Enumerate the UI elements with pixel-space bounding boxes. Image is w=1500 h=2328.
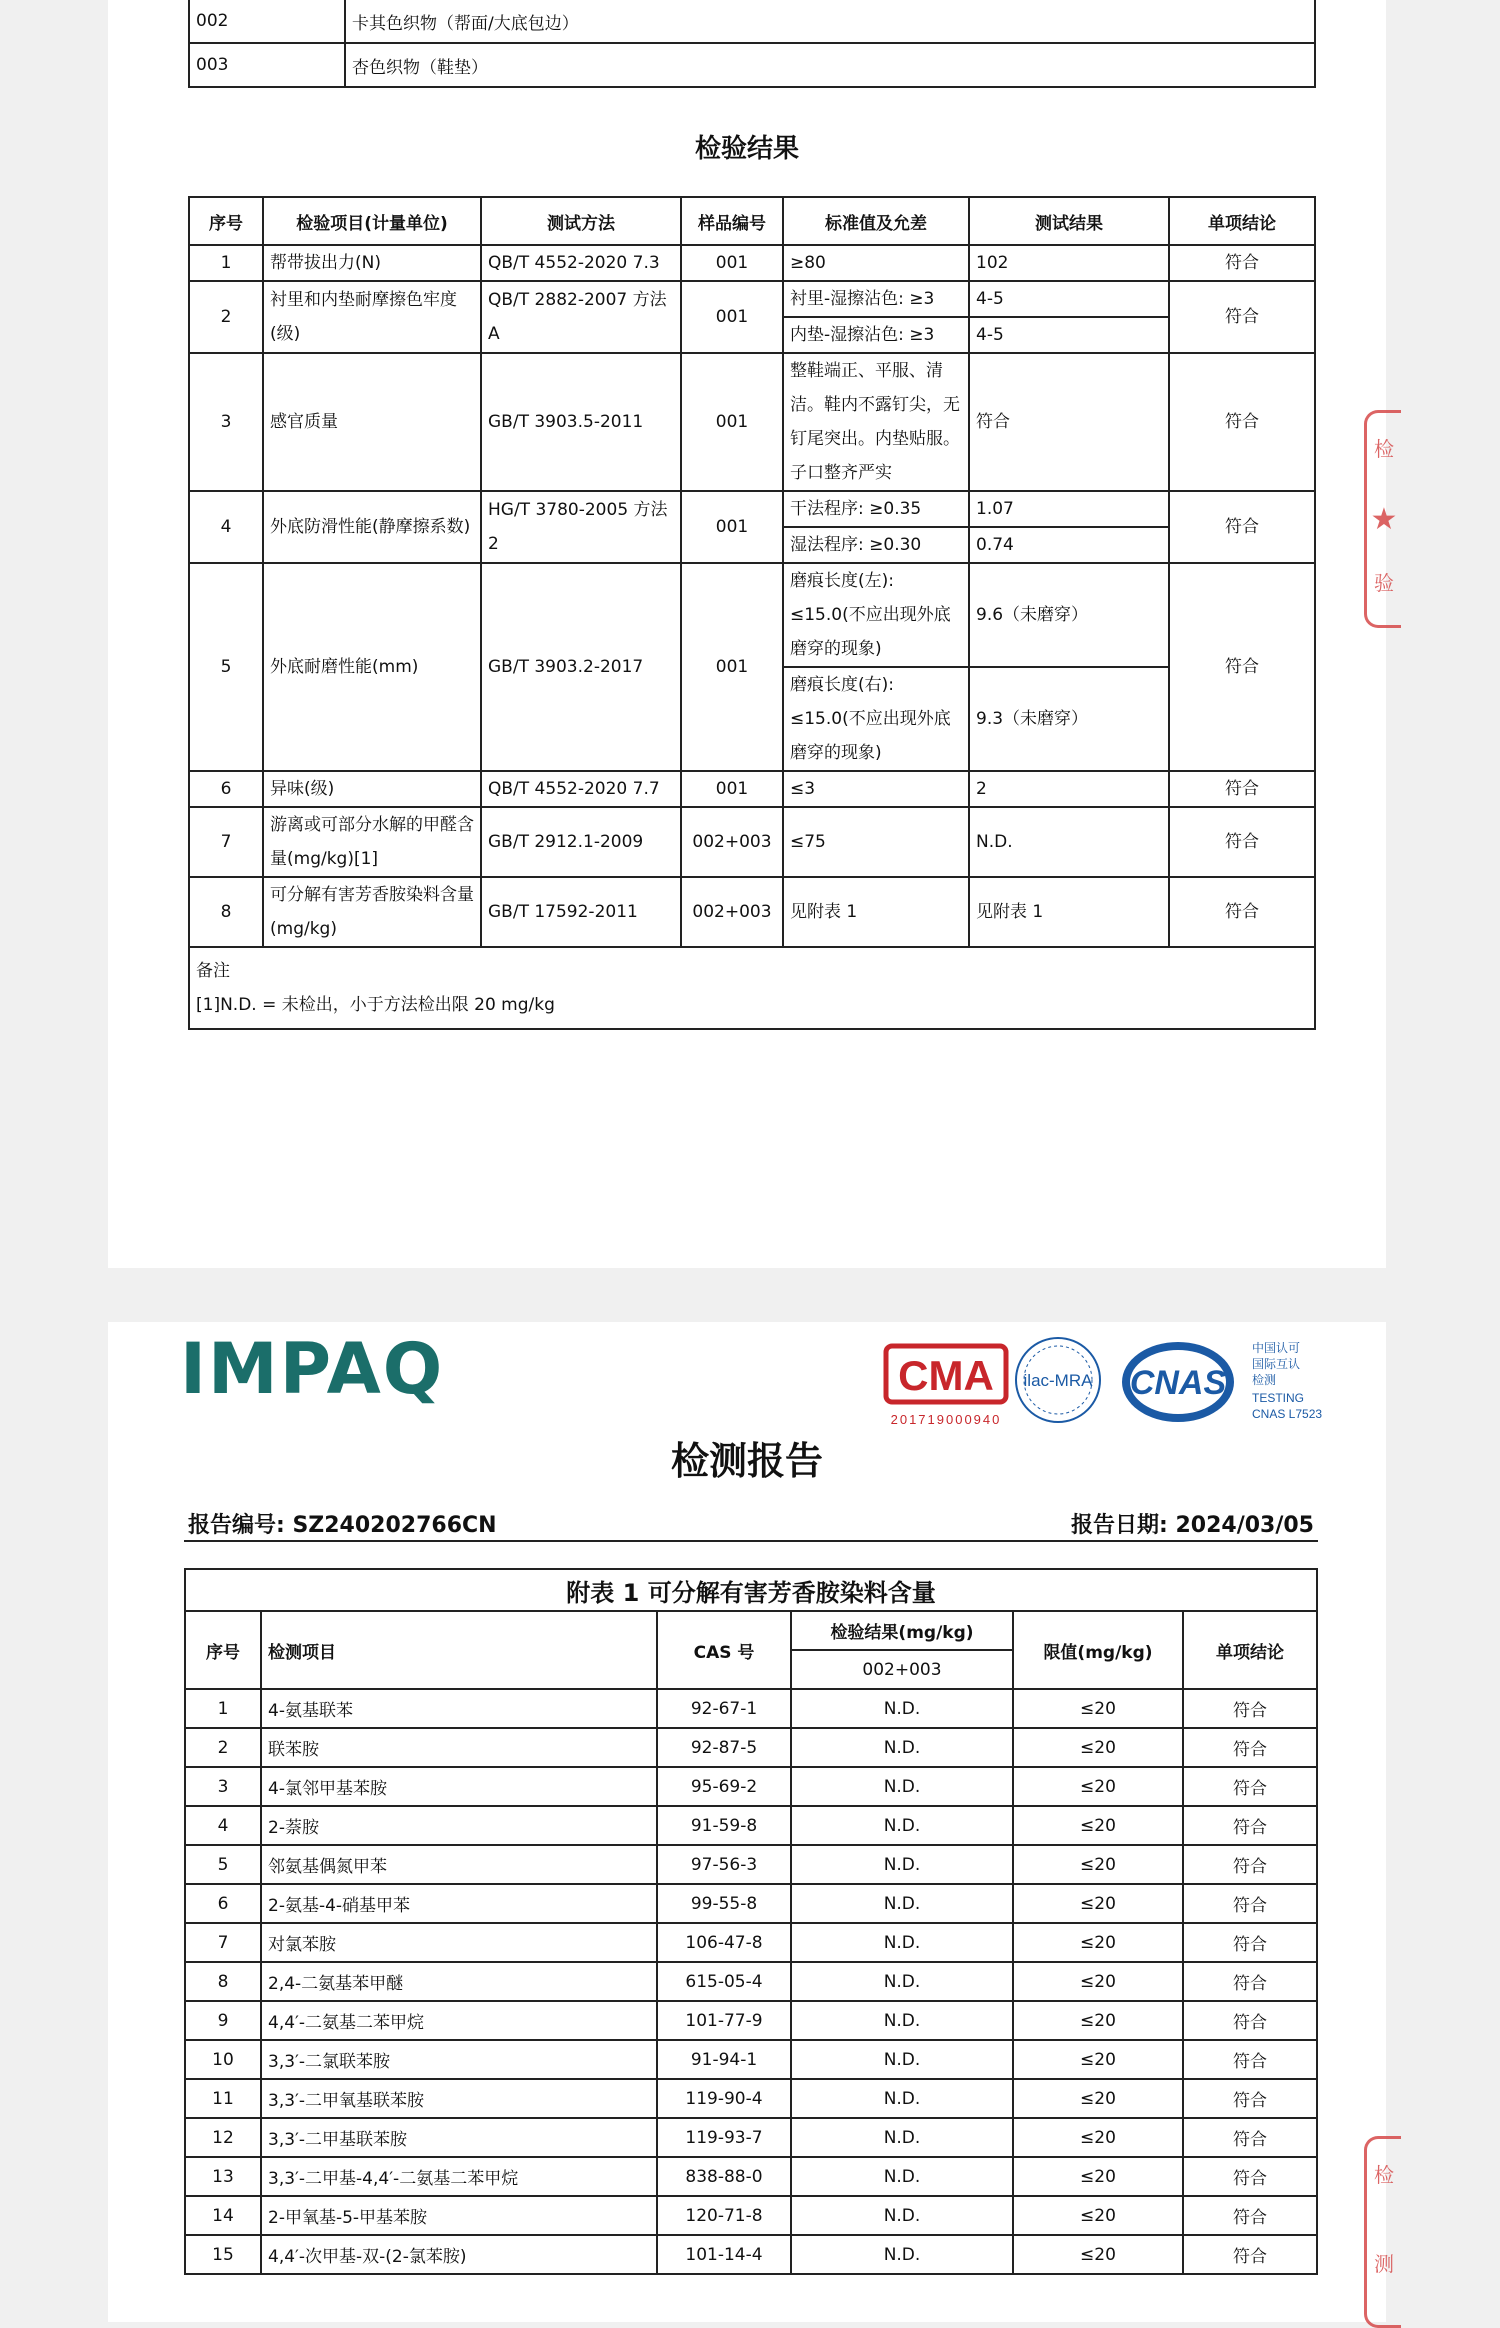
- result-item: 异味(级): [263, 771, 481, 807]
- report-date: 报告日期: 2024/03/05: [1071, 1513, 1314, 1538]
- annex-number: 5: [185, 1845, 261, 1884]
- annex-limit: ≤20: [1013, 2196, 1183, 2235]
- annex-number: 12: [185, 2118, 261, 2157]
- annex-number: 11: [185, 2079, 261, 2118]
- annex-row: [185, 2157, 1317, 2196]
- result-conclusion: 符合: [1169, 353, 1315, 491]
- result-number: 3: [189, 353, 263, 491]
- annex-conclusion: 符合: [1183, 2235, 1317, 2274]
- annex-cas: 95-69-2: [657, 1767, 791, 1806]
- results-table: [188, 196, 1316, 1030]
- annex-header-item: 检测项目: [261, 1611, 657, 1689]
- annex-result: N.D.: [791, 2118, 1013, 2157]
- annex-item: 2-甲氧基-5-甲基苯胺: [261, 2196, 657, 2235]
- annex-caption: 附表 1 可分解有害芳香胺染料含量: [185, 1569, 1317, 1611]
- annex-cas: 106-47-8: [657, 1923, 791, 1962]
- annex-number: 4: [185, 1806, 261, 1845]
- result-conclusion: 符合: [1169, 245, 1315, 281]
- result-sample: 001: [681, 771, 783, 807]
- annex-row: [185, 2196, 1317, 2235]
- annex-number: 7: [185, 1923, 261, 1962]
- result-number: 4: [189, 491, 263, 563]
- result-item: 帮带拔出力(N): [263, 245, 481, 281]
- annex-header-cas: CAS 号: [657, 1611, 791, 1689]
- annex-cas: 99-55-8: [657, 1884, 791, 1923]
- annex-result: N.D.: [791, 2157, 1013, 2196]
- result-value: 见附表 1: [969, 877, 1169, 947]
- result-method: GB/T 2912.1-2009: [481, 807, 681, 877]
- result-method: QB/T 4552-2020 7.3: [481, 245, 681, 281]
- sample-table: [188, 0, 1316, 88]
- result-value: 9.3（未磨穿）: [969, 667, 1169, 771]
- cnas-logo: [1122, 1342, 1234, 1422]
- annex-row: [185, 1728, 1317, 1767]
- result-sample: 001: [681, 491, 783, 563]
- svg-text:CNAS L7523: CNAS L7523: [1252, 1407, 1323, 1421]
- annex-row: [185, 2118, 1317, 2157]
- annex-limit: ≤20: [1013, 2001, 1183, 2040]
- results-header-cell: 测试方法: [481, 197, 681, 245]
- annex-conclusion: 符合: [1183, 2001, 1317, 2040]
- result-sample: 001: [681, 563, 783, 771]
- sample-description: 卡其色织物（帮面/大底包边）: [345, 0, 1315, 43]
- annex-result: N.D.: [791, 1923, 1013, 1962]
- sample-row: [189, 0, 1315, 43]
- result-standard: 磨痕长度(右): ≤15.0(不应出现外底磨穿的现象): [783, 667, 969, 771]
- result-sample: 001: [681, 281, 783, 353]
- sample-code: 002: [189, 0, 345, 43]
- annex-conclusion: 符合: [1183, 2079, 1317, 2118]
- sample-code: 003: [189, 43, 345, 87]
- results-title: 检验结果: [694, 134, 799, 164]
- result-number: 6: [189, 771, 263, 807]
- annex-cas: 120-71-8: [657, 2196, 791, 2235]
- result-method: GB/T 3903.2-2017: [481, 563, 681, 771]
- annex-row: [185, 2040, 1317, 2079]
- results-header-cell: 序号: [189, 197, 263, 245]
- annex-conclusion: 符合: [1183, 1728, 1317, 1767]
- sample-description: 杏色织物（鞋垫）: [345, 43, 1315, 87]
- result-number: 7: [189, 807, 263, 877]
- results-header-cell: 标准值及允差: [783, 197, 969, 245]
- seal-stamp-fragment: 检 ★ 验: [1364, 410, 1401, 628]
- result-value: N.D.: [969, 807, 1169, 877]
- result-value: 4-5: [969, 281, 1169, 317]
- annex-number: 1: [185, 1689, 261, 1728]
- remarks-note: [1]N.D. = 未检出，小于方法检出限 20 mg/kg: [196, 995, 555, 1015]
- annex-row: [185, 2079, 1317, 2118]
- result-conclusion: 符合: [1169, 281, 1315, 353]
- annex-row: [185, 1923, 1317, 1962]
- annex-result: N.D.: [791, 2079, 1013, 2118]
- annex-number: 9: [185, 2001, 261, 2040]
- result-conclusion: 符合: [1169, 807, 1315, 877]
- annex-row: [185, 1884, 1317, 1923]
- results-row: [189, 281, 1315, 317]
- sample-row: [189, 43, 1315, 87]
- result-sample: 001: [681, 353, 783, 491]
- annex-header-result-sample: 002+003: [791, 1650, 1013, 1689]
- annex-result: N.D.: [791, 2001, 1013, 2040]
- annex-cas: 91-59-8: [657, 1806, 791, 1845]
- result-standard: 衬里-湿擦沾色: ≥3: [783, 281, 969, 317]
- annex-cas: 119-93-7: [657, 2118, 791, 2157]
- annex-item: 2,4-二氨基苯甲醚: [261, 1962, 657, 2001]
- results-row: [189, 245, 1315, 281]
- annex-cas: 92-67-1: [657, 1689, 791, 1728]
- annex-item: 对氯苯胺: [261, 1923, 657, 1962]
- result-value: 1.07: [969, 491, 1169, 527]
- result-method: HG/T 3780-2005 方法2: [481, 491, 681, 563]
- annex-number: 15: [185, 2235, 261, 2274]
- report-number: 报告编号: SZ240202766CN: [188, 1513, 497, 1538]
- result-standard: 内垫-湿擦沾色: ≥3: [783, 317, 969, 353]
- annex-item: 3,3′-二甲基-4,4′-二氨基二苯甲烷: [261, 2157, 657, 2196]
- results-row: [189, 563, 1315, 667]
- results-row: [189, 771, 1315, 807]
- annex-result: N.D.: [791, 1845, 1013, 1884]
- remarks-cell: [189, 947, 1315, 1029]
- results-header-cell: 检验项目(计量单位): [263, 197, 481, 245]
- annex-cas: 92-87-5: [657, 1728, 791, 1767]
- annex-conclusion: 符合: [1183, 2196, 1317, 2235]
- result-item: 感官质量: [263, 353, 481, 491]
- svg-text:国际互认: 国际互认: [1252, 1357, 1301, 1371]
- result-standard: 磨痕长度(左): ≤15.0(不应出现外底磨穿的现象): [783, 563, 969, 667]
- result-value: 2: [969, 771, 1169, 807]
- result-item: 外底耐磨性能(mm): [263, 563, 481, 771]
- report-title: 检测报告: [670, 1439, 823, 1483]
- annex-conclusion: 符合: [1183, 1806, 1317, 1845]
- report-page-2: [108, 1322, 1386, 2322]
- results-row: [189, 353, 1315, 491]
- annex-conclusion: 符合: [1183, 1923, 1317, 1962]
- annex-limit: ≤20: [1013, 1728, 1183, 1767]
- annex-limit: ≤20: [1013, 1767, 1183, 1806]
- result-number: 1: [189, 245, 263, 281]
- annex-result: N.D.: [791, 2235, 1013, 2274]
- svg-text:检测: 检测: [1252, 1373, 1277, 1387]
- annex-cas: 101-77-9: [657, 2001, 791, 2040]
- svg-text:中国认可: 中国认可: [1252, 1341, 1301, 1355]
- annex-item: 联苯胺: [261, 1728, 657, 1767]
- annex-number: 13: [185, 2157, 261, 2196]
- annex-item: 2-萘胺: [261, 1806, 657, 1845]
- result-method: QB/T 2882-2007 方法A: [481, 281, 681, 353]
- annex-limit: ≤20: [1013, 1962, 1183, 2001]
- results-header-cell: 测试结果: [969, 197, 1169, 245]
- annex-cas: 91-94-1: [657, 2040, 791, 2079]
- result-sample: 002+003: [681, 807, 783, 877]
- cnas-text: CNAS: [1129, 1364, 1227, 1402]
- annex-number: 6: [185, 1884, 261, 1923]
- result-item: 游离或可部分水解的甲醛含量(mg/kg)[1]: [263, 807, 481, 877]
- annex-number: 14: [185, 2196, 261, 2235]
- result-number: 2: [189, 281, 263, 353]
- annex-result: N.D.: [791, 1806, 1013, 1845]
- result-value: 0.74: [969, 527, 1169, 563]
- annex-number: 10: [185, 2040, 261, 2079]
- result-standard: 干法程序: ≥0.35: [783, 491, 969, 527]
- annex-conclusion: 符合: [1183, 1845, 1317, 1884]
- annex-result: N.D.: [791, 1728, 1013, 1767]
- annex-cas: 615-05-4: [657, 1962, 791, 2001]
- annex-limit: ≤20: [1013, 1845, 1183, 1884]
- result-sample: 002+003: [681, 877, 783, 947]
- cma-logo: [886, 1346, 1006, 1427]
- annex-item: 3,3′-二氯联苯胺: [261, 2040, 657, 2079]
- result-standard: 见附表 1: [783, 877, 969, 947]
- annex-result: N.D.: [791, 1884, 1013, 1923]
- annex-limit: ≤20: [1013, 2235, 1183, 2274]
- cnas-caption: [1252, 1340, 1322, 1421]
- results-header-cell: 样品编号: [681, 197, 783, 245]
- result-item: 衬里和内垫耐摩擦色牢度(级): [263, 281, 481, 353]
- remarks-row: [189, 947, 1315, 1029]
- annex-cas: 101-14-4: [657, 2235, 791, 2274]
- result-item: 可分解有害芳香胺染料含量(mg/kg): [263, 877, 481, 947]
- annex-header-conclusion: 单项结论: [1183, 1611, 1317, 1689]
- annex-conclusion: 符合: [1183, 2118, 1317, 2157]
- impaq-logo: IMPAQ: [180, 1328, 445, 1410]
- results-row: [189, 877, 1315, 947]
- result-conclusion: 符合: [1169, 877, 1315, 947]
- result-number: 5: [189, 563, 263, 771]
- results-row: [189, 807, 1315, 877]
- annex-row: [185, 2001, 1317, 2040]
- result-sample: 001: [681, 245, 783, 281]
- result-standard: ≥80: [783, 245, 969, 281]
- result-value: 符合: [969, 353, 1169, 491]
- annex-row: [185, 1845, 1317, 1884]
- result-value: 102: [969, 245, 1169, 281]
- annex-conclusion: 符合: [1183, 1962, 1317, 2001]
- annex-row: [185, 2235, 1317, 2274]
- annex-cas: 119-90-4: [657, 2079, 791, 2118]
- ilac-text: ilac-MRA: [1023, 1371, 1093, 1390]
- annex-number: 8: [185, 1962, 261, 2001]
- annex-row: [185, 1962, 1317, 2001]
- annex-limit: ≤20: [1013, 2157, 1183, 2196]
- annex-item: 4-氨基联苯: [261, 1689, 657, 1728]
- annex-conclusion: 符合: [1183, 2040, 1317, 2079]
- certification-logos: [880, 1332, 1360, 1442]
- annex-result: N.D.: [791, 1962, 1013, 2001]
- annex-item: 4-氯邻甲基苯胺: [261, 1767, 657, 1806]
- annex-limit: ≤20: [1013, 2079, 1183, 2118]
- result-method: GB/T 3903.5-2011: [481, 353, 681, 491]
- annex-limit: ≤20: [1013, 1689, 1183, 1728]
- annex-cas: 838-88-0: [657, 2157, 791, 2196]
- result-conclusion: 符合: [1169, 563, 1315, 771]
- annex-row: [185, 1806, 1317, 1845]
- result-method: GB/T 17592-2011: [481, 877, 681, 947]
- result-conclusion: 符合: [1169, 771, 1315, 807]
- annex-item: 3,3′-二甲氧基联苯胺: [261, 2079, 657, 2118]
- result-number: 8: [189, 877, 263, 947]
- annex-result: N.D.: [791, 1689, 1013, 1728]
- result-value: 9.6（未磨穿）: [969, 563, 1169, 667]
- report-page-1: [108, 0, 1386, 1268]
- annex-limit: ≤20: [1013, 1806, 1183, 1845]
- results-row: [189, 491, 1315, 527]
- annex-row: [185, 1767, 1317, 1806]
- annex-item: 2-氨基-4-硝基甲苯: [261, 1884, 657, 1923]
- result-standard: ≤75: [783, 807, 969, 877]
- result-standard: 整鞋端正、平服、清洁。鞋内不露钉尖，无钉尾突出。内垫贴服。子口整齐严实: [783, 353, 969, 491]
- results-header-cell: 单项结论: [1169, 197, 1315, 245]
- annex-item: 4,4′-二氨基二苯甲烷: [261, 2001, 657, 2040]
- annex-header-no: 序号: [185, 1611, 261, 1689]
- annex-result: N.D.: [791, 2040, 1013, 2079]
- annex-row: [185, 1689, 1317, 1728]
- svg-text:CMA: CMA: [898, 1352, 994, 1399]
- result-conclusion: 符合: [1169, 491, 1315, 563]
- results-header-row: [189, 197, 1315, 245]
- annex-number: 3: [185, 1767, 261, 1806]
- result-standard: ≤3: [783, 771, 969, 807]
- annex-conclusion: 符合: [1183, 1689, 1317, 1728]
- svg-text:TESTING: TESTING: [1252, 1391, 1305, 1405]
- annex-conclusion: 符合: [1183, 1767, 1317, 1806]
- ilac-mra-logo: [1016, 1338, 1100, 1422]
- result-standard: 湿法程序: ≥0.30: [783, 527, 969, 563]
- annex-conclusion: 符合: [1183, 1884, 1317, 1923]
- annex-item: 4,4′-次甲基-双-(2-氯苯胺): [261, 2235, 657, 2274]
- result-method: QB/T 4552-2020 7.7: [481, 771, 681, 807]
- annex-result: N.D.: [791, 2196, 1013, 2235]
- result-value: 4-5: [969, 317, 1169, 353]
- annex-limit: ≤20: [1013, 2040, 1183, 2079]
- remarks-label: 备注: [196, 961, 230, 981]
- annex-conclusion: 符合: [1183, 2157, 1317, 2196]
- header-rule: [184, 1540, 1318, 1542]
- annex-header-result: 检验结果(mg/kg): [791, 1611, 1013, 1650]
- annex-item: 3,3′-二甲基联苯胺: [261, 2118, 657, 2157]
- annex-item: 邻氨基偶氮甲苯: [261, 1845, 657, 1884]
- annex-limit: ≤20: [1013, 1923, 1183, 1962]
- annex-result: N.D.: [791, 1767, 1013, 1806]
- annex-table: [184, 1568, 1318, 2275]
- annex-number: 2: [185, 1728, 261, 1767]
- seal-stamp-fragment-2: 检 测: [1364, 2136, 1401, 2328]
- result-item: 外底防滑性能(静摩擦系数): [263, 491, 481, 563]
- annex-cas: 97-56-3: [657, 1845, 791, 1884]
- annex-header-limit: 限值(mg/kg): [1013, 1611, 1183, 1689]
- cma-number: 201719000940: [890, 1412, 1002, 1427]
- annex-limit: ≤20: [1013, 1884, 1183, 1923]
- annex-limit: ≤20: [1013, 2118, 1183, 2157]
